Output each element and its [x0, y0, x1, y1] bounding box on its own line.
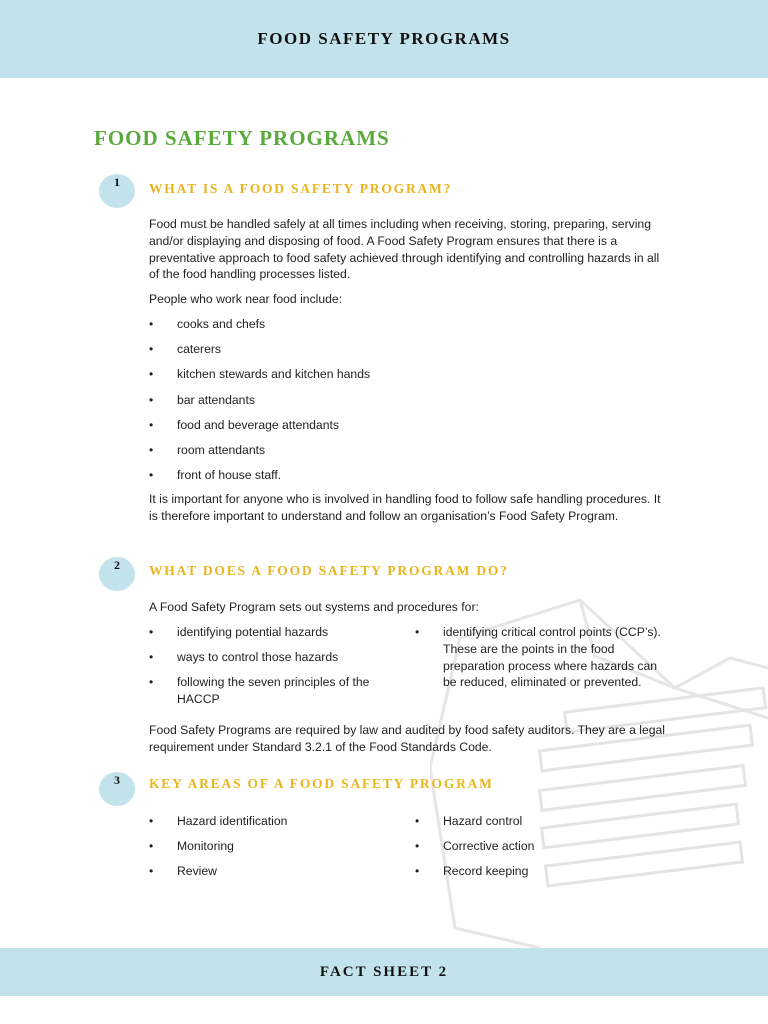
section-number: 1: [114, 175, 120, 189]
section-intro-paragraph: A Food Safety Program sets out systems and procedures for:: [149, 600, 479, 614]
list-item: • identifying potential hazards: [149, 624, 381, 641]
page-header: [0, 0, 768, 78]
section-number-badge: [99, 557, 135, 591]
list-item: • following the seven principles of the HACCP: [149, 674, 381, 708]
page-title: FOOD SAFETY PROGRAMS: [94, 126, 390, 150]
list-item: • Hazard control: [415, 813, 671, 830]
section-number: 3: [114, 773, 120, 787]
list-item: • kitchen stewards and kitchen hands: [149, 366, 629, 383]
list-item: • ways to control those hazards: [149, 649, 381, 666]
list-intro: People who work near food include:: [149, 292, 343, 306]
section-number-badge: [99, 174, 135, 208]
list-item: • front of house staff.: [149, 467, 629, 484]
list-item: • identifying critical control points (CCP’s). These are the points in the food preparation process where hazards can be reduced, eliminated or prevented.: [415, 624, 671, 691]
key-areas-list-right: [415, 813, 671, 880]
procedures-list-right: [415, 624, 671, 691]
section-outro-paragraph: It is important for anyone who is involved in handling food to follow safe handling procedures. It is therefore important to understand and follow an organisation’s Food Safety Program.: [149, 492, 661, 523]
list-item: • Review: [149, 863, 381, 880]
list-item: • Hazard identification: [149, 813, 381, 830]
workers-list: [149, 316, 629, 484]
page-footer: [0, 948, 768, 996]
list-item: • caterers: [149, 341, 629, 358]
section-intro-paragraph: Food must be handled safely at all times including when receiving, storing, preparing, serving and/or displaying and disposing of food. A Food Safety Program ensures that there is a preventative approach to food safety achieved through identifying and controlling hazards in all of the food handling processes listed.: [149, 217, 660, 282]
section-outro-paragraph: Food Safety Programs are required by law and audited by food safety auditors. They are a legal requirement under Standard 3.2.1 of the Food Standards Code.: [149, 723, 666, 754]
list-item: • room attendants: [149, 442, 629, 459]
list-item: • Record keeping: [415, 863, 671, 880]
list-item: • bar attendants: [149, 392, 629, 409]
key-areas-list-left: [149, 813, 381, 880]
list-item: • cooks and chefs: [149, 316, 629, 333]
section-heading: WHAT IS A FOOD SAFETY PROGRAM?: [149, 181, 453, 196]
list-item: • food and beverage attendants: [149, 417, 629, 434]
section-heading: KEY AREAS OF A FOOD SAFETY PROGRAM: [149, 776, 494, 791]
section-number: 2: [114, 558, 120, 572]
section-number-badge: [99, 772, 135, 806]
procedures-list-left: [149, 624, 381, 708]
header-title: FOOD SAFETY PROGRAMS: [257, 29, 511, 48]
footer-title: FACT SHEET 2: [319, 963, 449, 980]
list-item: • Monitoring: [149, 838, 381, 855]
section-heading: WHAT DOES A FOOD SAFETY PROGRAM DO?: [149, 563, 509, 578]
list-item: • Corrective action: [415, 838, 671, 855]
